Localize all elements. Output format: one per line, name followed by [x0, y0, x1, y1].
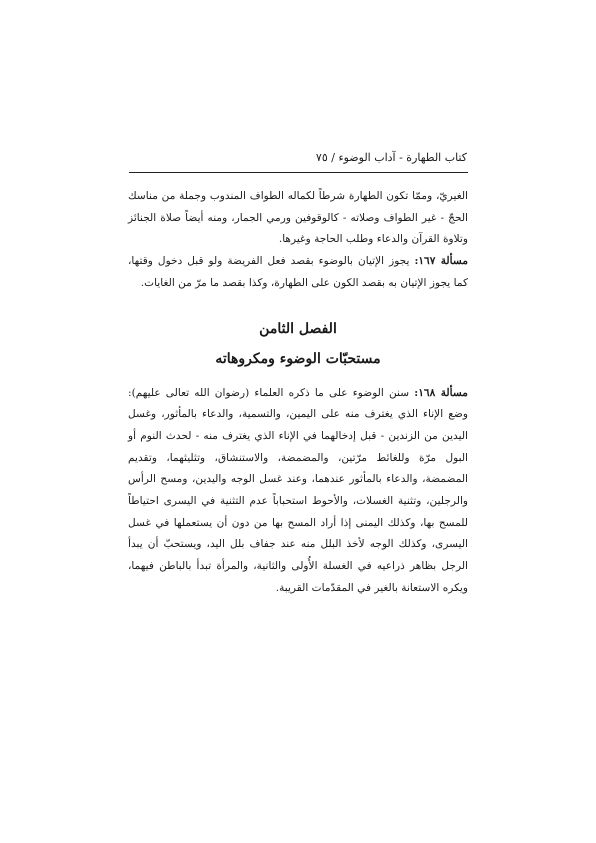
paragraph-issue-168: [128, 383, 468, 600]
issue-number-167: مسألة ١٦٧:: [414, 255, 468, 268]
page-body: [128, 186, 468, 600]
paragraph-text: سنن الوضوء على ما ذكره العلماء (رضوان الله تعالى عليهم): وضع الإناء الذي يغترف منه على اليمين، والتسمية، والدعاء بالمأثور، وغسل اليدين من الزندين - قبل إدخالهما في الإناء الذي يغترف منه - لحدث النوم أو البول مرّة وللغائط مرّتين، والمضمضة، والاستنشاق، وتثليثهما، وتقديم المضمضة، والدعاء بالمأثور عندهما، وعند غسل الوجه واليدين، ومسح الرأس والرجلين، وتثنية الغسلات، والأحوط استحباباً عدم التثنية في اليسرى احتياطاً للمسح بها، وكذلك اليمنى إذا أراد المسح بها من دون أن يستعملها في غسل اليسرى، وكذلك الوجه لأخذ البلل منه عند جفاف بلل اليد، ويستحبّ أن يبدأ الرجل بظاهر ذراعيه في الغسلة الأُولى والثانية، والمرأة تبدأ بالباطن فيهما، ويكره الاستعانة بالغير في المقدّمات القريبة.: [128, 386, 468, 594]
paragraph-continuation: [128, 186, 468, 251]
header-rule: [129, 172, 468, 173]
paragraph-text: الغيريّ، وممّا تكون الطهارة شرطاً لكماله الطواف المندوب وجملة من مناسك الحجّ - غير الطواف وصلاته - كالوقوفين ورمي الجمار، ومنه أيضاً صلاة الجنائز وتلاوة القرآن والدعاء وطلب الحاجة وغيرها.: [128, 190, 468, 246]
paragraph-text: يجوز الإتيان بالوضوء بقصد فعل الفريضة ولو قبل دخول وقتها، كما يجوز الإتيان به بقصد الكون على الطهارة، وكذا بقصد ما مرّ من الغايات.: [128, 255, 468, 289]
chapter-title: الفصل الثامن: [259, 320, 337, 337]
chapter-subtitle: مستحبّات الوضوء ومكروهاته: [215, 350, 381, 367]
issue-number-168: مسألة ١٦٨:: [414, 386, 468, 399]
running-header: كتاب الطهارة - آداب الوضوء / ٧٥: [315, 151, 467, 164]
paragraph-issue-167: [128, 251, 468, 294]
